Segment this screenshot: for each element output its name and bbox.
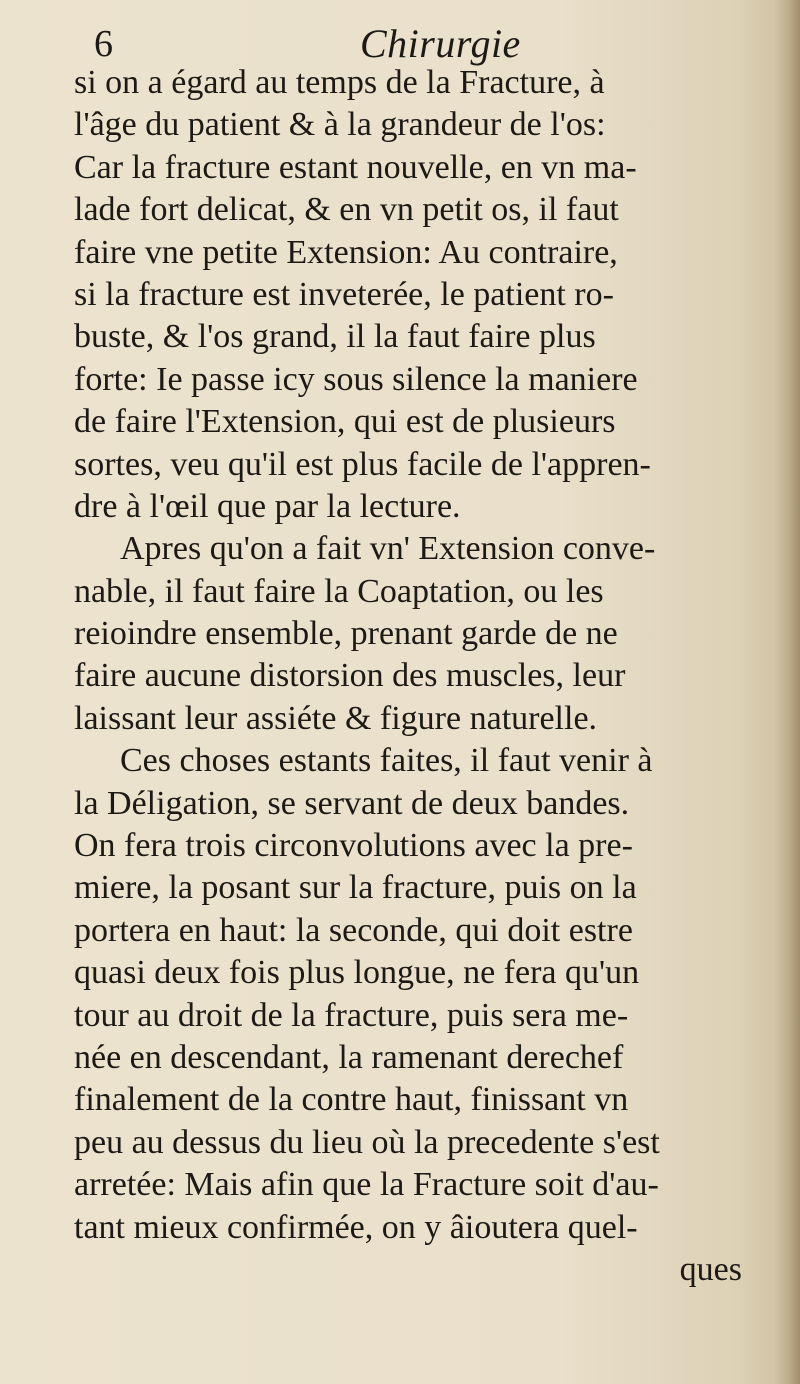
text-line: peu au dessus du lieu où la precedente s'est	[74, 1123, 660, 1161]
text-line: tant mieux confirmée, on y âioutera quel-	[74, 1208, 638, 1246]
text-line: reioindre ensemble, prenant garde de ne	[74, 615, 618, 653]
text-line: l'âge du patient & à la grandeur de l'os:	[74, 106, 606, 144]
text-line: si on a égard au temps de la Fracture, à	[74, 64, 605, 101]
catchword: ques	[679, 1250, 742, 1288]
text-line: née en descendant, la ramenant derechef	[74, 1038, 624, 1076]
text-line: buste, & l'os grand, il la faut faire plus	[74, 318, 596, 356]
text-line: portera en haut: la seconde, qui doit estre	[74, 911, 633, 949]
text-line: tour au droit de la fracture, puis sera me-	[74, 996, 629, 1034]
text-line: lade fort delicat, & en vn petit os, il faut	[74, 191, 619, 229]
running-title: Chirurgie	[360, 21, 521, 66]
page-number: 6	[94, 23, 113, 65]
text-line: miere, la posant sur la fracture, puis on la	[74, 869, 637, 907]
text-line: Car la fracture estant nouvelle, en vn ma-	[74, 148, 637, 186]
paragraph-start-line: Apres qu'on a fait vn' Extension conve-	[120, 530, 656, 568]
text-line: la Déligation, se servant de deux bandes.	[74, 784, 630, 822]
text-line: arretée: Mais afin que la Fracture soit d'au-	[74, 1166, 659, 1204]
text-line: si la fracture est inveterée, le patient ro-	[74, 275, 614, 313]
text-line: dre à l'œil que par la lecture.	[74, 487, 461, 525]
text-line: quasi deux fois plus longue, ne fera qu'un	[74, 954, 640, 992]
text-line: laissant leur assiéte & figure naturelle.	[74, 699, 598, 737]
text-line: finalement de la contre haut, finissant vn	[74, 1081, 629, 1119]
page-gutter-shadow	[774, 0, 800, 1384]
text-line: On fera trois circonvolutions avec la pre-	[74, 827, 633, 865]
body-text	[74, 62, 774, 1291]
text-line: faire vne petite Extension: Au contraire,	[74, 233, 618, 271]
text-line: faire aucune distorsion des muscles, leur	[74, 657, 626, 695]
text-line: de faire l'Extension, qui est de plusieurs	[74, 403, 616, 441]
text-line: sortes, veu qu'il est plus facile de l'appren-	[74, 445, 651, 483]
paragraph-start-line: Ces choses estants faites, il faut venir à	[120, 742, 653, 780]
text-line: nable, il faut faire la Coaptation, ou les	[74, 572, 604, 610]
text-line: forte: Ie passe icy sous silence la maniere	[74, 360, 638, 398]
